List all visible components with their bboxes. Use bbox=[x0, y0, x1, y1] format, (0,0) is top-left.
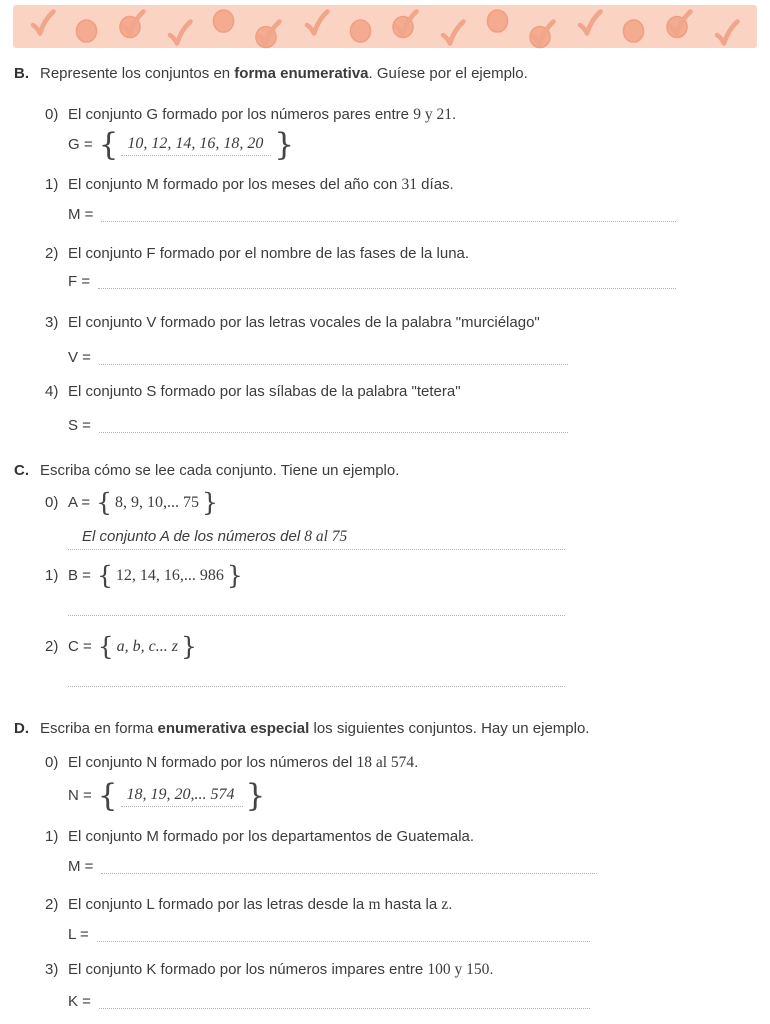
check-circle-icon bbox=[664, 8, 695, 46]
answer-d3-line bbox=[99, 993, 590, 1009]
dot-icon bbox=[486, 8, 509, 39]
answer-b1-label: M = bbox=[68, 206, 94, 223]
answer-b4 bbox=[68, 416, 568, 436]
check-circle-icon bbox=[117, 8, 148, 46]
answer-d2-line bbox=[97, 926, 590, 942]
section-b-heading bbox=[14, 64, 528, 84]
open-brace: { bbox=[96, 561, 113, 590]
open-brace: { bbox=[96, 488, 113, 517]
item-c2-set: 2) C = { a, b, c... z } bbox=[45, 632, 197, 661]
answer-c0-serif: 8 al 75 bbox=[304, 528, 348, 545]
section-b-intro: Represente los conjuntos en forma enumerativa. Guíese por el ejemplo. bbox=[40, 65, 528, 82]
answer-b0 bbox=[68, 127, 295, 163]
decorative-banner bbox=[13, 5, 757, 48]
dot-icon bbox=[75, 18, 98, 49]
section-d-letter: D. bbox=[14, 720, 29, 737]
answer-b3-label: V = bbox=[68, 349, 91, 366]
answer-d2 bbox=[68, 925, 590, 945]
item-d3-text: 3) El conjunto K formado por los números impares entre 100 y 150. bbox=[45, 961, 494, 978]
answer-d1 bbox=[68, 857, 597, 877]
set-c2-label: C = bbox=[68, 638, 92, 655]
dot-icon bbox=[349, 18, 372, 49]
section-b-letter: B. bbox=[14, 65, 29, 82]
open-brace: { bbox=[98, 127, 119, 163]
answer-b3-line bbox=[99, 349, 568, 365]
section-d-intro: Escriba en forma enumerativa especial los siguientes conjuntos. Hay un ejemplo. bbox=[40, 720, 590, 737]
answer-d1-line bbox=[101, 858, 597, 874]
close-brace: } bbox=[226, 561, 243, 590]
answer-b2 bbox=[68, 272, 676, 292]
answer-b4-line bbox=[99, 417, 568, 433]
answer-d2-label: L = bbox=[68, 926, 89, 943]
set-c1-label: B = bbox=[68, 567, 91, 584]
section-c-intro: Escriba cómo se lee cada conjunto. Tiene un ejemplo. bbox=[40, 462, 400, 479]
answer-c0 bbox=[68, 527, 565, 550]
set-c0-value: 8, 9, 10,... 75 bbox=[115, 494, 200, 511]
item-c1-set: 1) B = { 12, 14, 16,... 986 } bbox=[45, 561, 243, 590]
answer-b3 bbox=[68, 348, 568, 368]
close-brace: } bbox=[181, 632, 197, 661]
answer-b4-label: S = bbox=[68, 417, 91, 434]
open-brace: { bbox=[97, 778, 118, 814]
answer-c0-text: El conjunto A de los números del bbox=[82, 528, 301, 545]
answer-b2-label: F = bbox=[68, 273, 91, 290]
check-icon bbox=[166, 18, 194, 54]
check-icon bbox=[713, 18, 741, 54]
close-brace: } bbox=[274, 127, 295, 163]
check-icon bbox=[439, 18, 467, 54]
item-d0-text: 0) El conjunto N formado por los números del 18 al 574. bbox=[45, 754, 419, 771]
item-b3-text: 3) El conjunto V formado por las letras vocales de la palabra "murciélago" bbox=[45, 314, 540, 331]
dot-icon bbox=[622, 18, 645, 49]
item-b1-text: 1) El conjunto M formado por los meses del año con 31 días. bbox=[45, 176, 454, 193]
dot-icon bbox=[212, 8, 235, 39]
check-icon bbox=[576, 8, 604, 44]
close-brace: } bbox=[202, 488, 218, 517]
check-circle-icon bbox=[253, 18, 284, 56]
answer-c1-line bbox=[68, 600, 565, 616]
set-c2-value: a, b, c... z bbox=[116, 638, 178, 655]
answer-d0-value: 18, 19, 20,... 574 bbox=[121, 785, 243, 807]
answer-b0-value: 10, 12, 14, 16, 18, 20 bbox=[121, 134, 271, 156]
item-d1-text: 1) El conjunto M formado por los departamentos de Guatemala. bbox=[45, 828, 475, 845]
section-d-heading bbox=[14, 719, 589, 739]
check-icon bbox=[303, 8, 331, 44]
check-circle-icon bbox=[390, 8, 421, 46]
answer-b2-line bbox=[98, 273, 676, 289]
answer-d3-label: K = bbox=[68, 993, 91, 1010]
answer-b1 bbox=[68, 205, 676, 225]
item-c0-set: 0) A = { 8, 9, 10,... 75 } bbox=[45, 488, 218, 517]
open-brace: { bbox=[97, 632, 114, 661]
section-c-heading bbox=[14, 461, 399, 481]
check-circle-icon bbox=[527, 18, 558, 56]
section-c-letter: C. bbox=[14, 462, 29, 479]
item-b4-text: 4) El conjunto S formado por las sílabas de la palabra "tetera" bbox=[45, 383, 461, 400]
item-b2-text: 2) El conjunto F formado por el nombre de las fases de la luna. bbox=[45, 245, 470, 262]
answer-d1-label: M = bbox=[68, 858, 94, 875]
item-d2-text: 2) El conjunto L formado por las letras desde la m hasta la z. bbox=[45, 896, 453, 913]
set-c0-label: A = bbox=[68, 494, 91, 511]
check-icon bbox=[29, 8, 57, 44]
answer-d0-label: N = bbox=[68, 787, 92, 804]
answer-b1-line bbox=[101, 206, 676, 222]
answer-d3 bbox=[68, 992, 590, 1012]
item-b0-text: 0) El conjunto G formado por los números pares entre 9 y 21. bbox=[45, 106, 457, 123]
set-c1-value: 12, 14, 16,... 986 bbox=[115, 567, 224, 584]
answer-c2-line bbox=[68, 671, 565, 687]
answer-b0-label: G = bbox=[68, 136, 93, 153]
answer-d0 bbox=[68, 778, 266, 814]
close-brace: } bbox=[245, 778, 266, 814]
